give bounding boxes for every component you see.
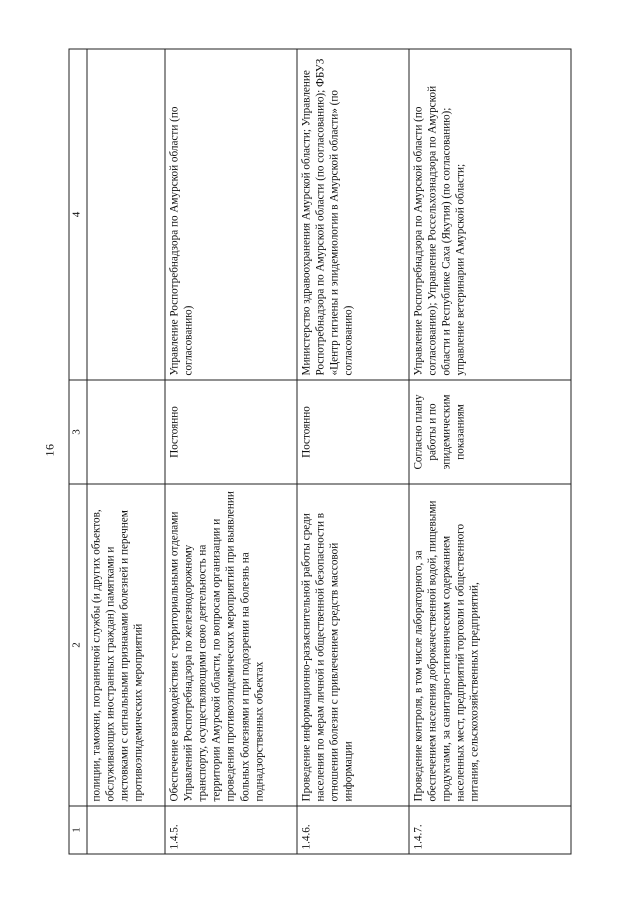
- executors-text: [87, 49, 165, 380]
- column-header: 1: [69, 806, 87, 854]
- row-number: 1.4.6.: [297, 806, 409, 854]
- executors-text: Управление Роспотребнадзора по Амурской области (по согласованию): [165, 49, 297, 380]
- measure-text: полиции, таможни, пограничной службы (и других объектов, обслуживающих иностранных граждан) памятками и листовками с сигнальными признаками болезней и перечнем противоэпидемических мероприятий: [87, 484, 165, 806]
- term-text: [87, 380, 165, 484]
- column-header: 3: [69, 380, 87, 484]
- term-text: Согласно плану работы и по эпидемическим показаниям: [409, 380, 571, 484]
- term-text: Постоянно: [165, 380, 297, 484]
- measure-text: Проведение информационно-разъяснительной работы среди населения по мерам личной и общественной безопасности в отношении болезни с привлечением средств массовой информации: [297, 484, 409, 806]
- column-header: 2: [69, 484, 87, 806]
- table-row: [165, 49, 297, 854]
- measures-table: [69, 49, 572, 855]
- measure-text: Проведение контроля, в том числе лабораторного, за обеспечением населения доброкачественной водой, пищевыми продуктами, за санитарно-гигиеническим содержанием населенных мест, предприятий торговли и общественного питания, сельскохозяйственных предприятий,: [409, 484, 571, 806]
- column-header: 4: [69, 49, 87, 380]
- table-row: [297, 49, 409, 854]
- page-number: 16: [42, 443, 57, 457]
- measure-text: Обеспечение взаимодействия с территориальными отделами Управлений Роспотребнадзора по железнодорожному транспорту, осуществляющими свою деятельность на территории Амурской области, по вопросам организации и проведения противоэпидемических мероприятий при выявлении больных болезнями и при подозрении на болезнь на поднадзорственных объектах: [165, 484, 297, 806]
- table-row: [87, 49, 165, 854]
- executors-text: Управление Роспотребнадзора по Амурской области (по согласованию); Управление Россельхознадзора по Амурской области и Республике Саха (Якутия) (по согласованию); управление ветеринарии Амурской области;: [409, 49, 571, 380]
- executors-text: Министерство здравоохранения Амурской области; Управление Роспотребнадзора по Амурской области (по согласованию); ФБУЗ «Центр гигиены и эпидемиологии в Амурской области» (по согласованию): [297, 49, 409, 380]
- term-text: Постоянно: [297, 380, 409, 484]
- row-number: [87, 806, 165, 854]
- rotated-page-content: [69, 50, 572, 855]
- row-number: 1.4.7.: [409, 806, 571, 854]
- table-header-row: [69, 49, 87, 854]
- table-row: [409, 49, 571, 854]
- row-number: 1.4.5.: [165, 806, 297, 854]
